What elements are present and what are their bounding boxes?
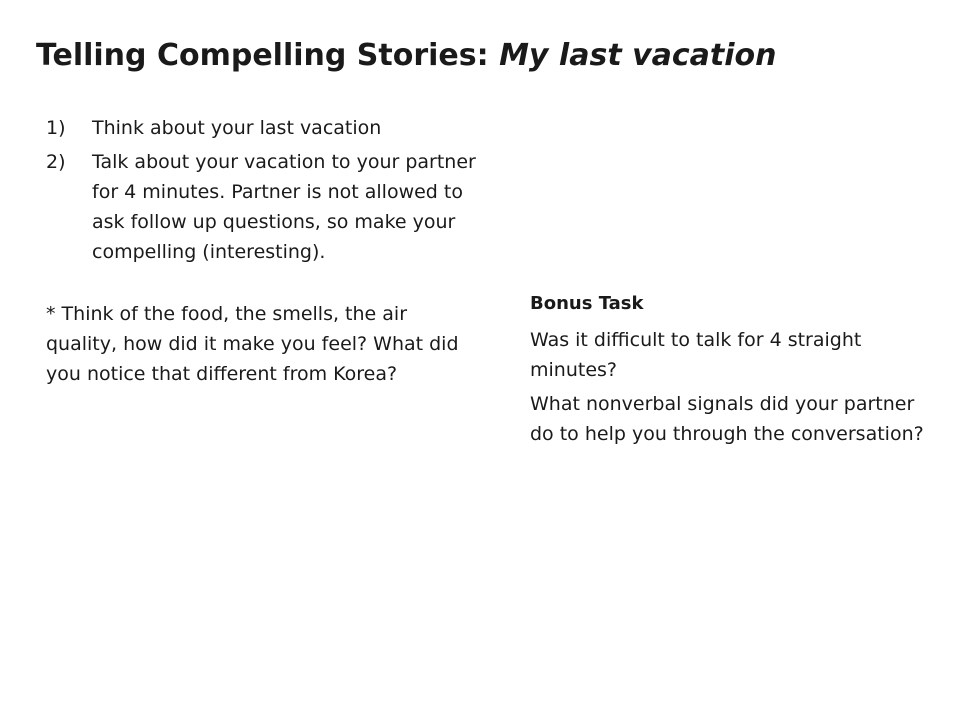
instructions-column	[46, 113, 476, 389]
sensory-note: * Think of the food, the smells, the air quality, how did it make you feel? What did you notice that different from Korea?	[46, 303, 459, 385]
step-text: Think about your last vacation	[92, 117, 382, 139]
slide-title	[36, 32, 936, 80]
steps-list	[46, 113, 476, 267]
step-item	[46, 147, 476, 267]
step-text: Talk about your vacation to your partner for 4 minutes. Partner is not allowed to ask follow up questions, so make your compelling (interesting).	[92, 151, 476, 263]
bonus-question: Was it difficult to talk for 4 straight minutes?	[530, 329, 862, 381]
step-number: 1)	[46, 117, 66, 139]
step-item	[46, 113, 476, 143]
bonus-column	[530, 289, 930, 453]
slide-title-main: Telling Compelling Stories:	[36, 38, 500, 73]
bonus-heading: Bonus Task	[530, 293, 644, 314]
slide-title-italic: My last vacation	[499, 38, 777, 73]
step-number: 2)	[46, 151, 66, 173]
bonus-question: What nonverbal signals did your partner do to help you through the conversation?	[530, 393, 924, 445]
